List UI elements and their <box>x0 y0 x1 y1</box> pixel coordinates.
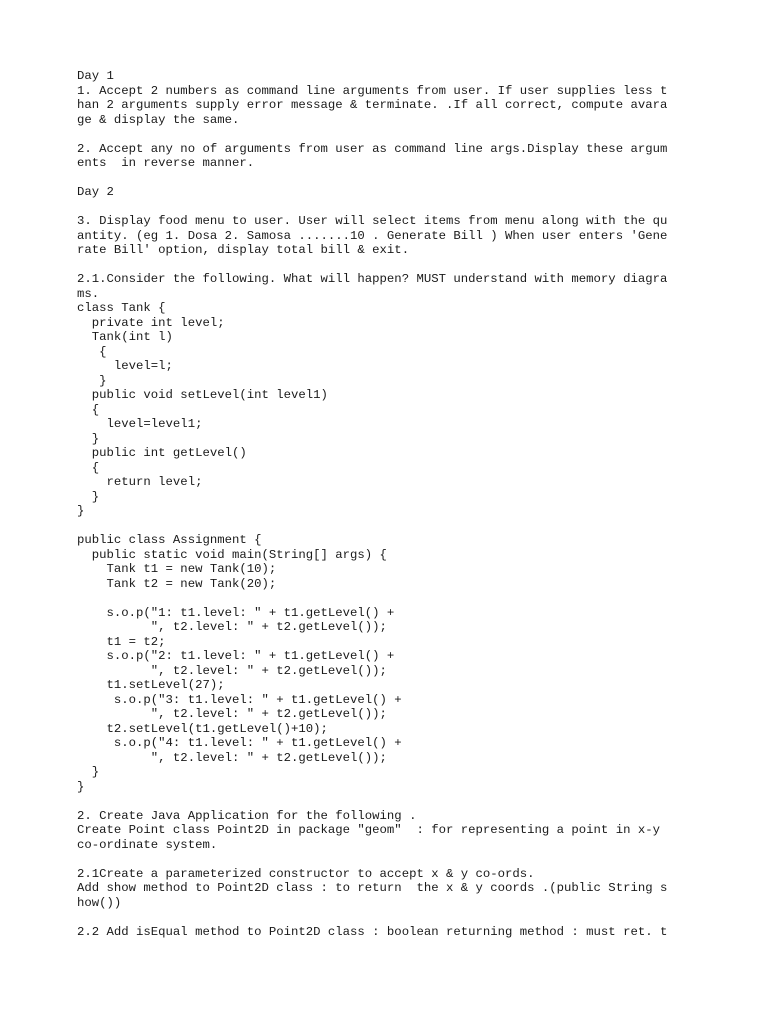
text-line: antity. (eg 1. Dosa 2. Samosa .......10 . Generate Bill ) When user enters 'Gene <box>77 228 668 243</box>
blank-line <box>77 910 717 925</box>
code-line: ", t2.level: " + t2.getLevel()); <box>77 707 387 721</box>
code-line: s.o.p("2: t1.level: " + t1.getLevel() + <box>77 649 395 663</box>
code-line: } <box>77 373 107 388</box>
text-line: 2. Create Java Application for the following . <box>77 808 417 823</box>
text-line: Create Point class Point2D in package "geom" : for representing a point in x-y <box>77 823 660 837</box>
text-line: 1. Accept 2 numbers as command line arguments from user. If user supplies less t <box>77 83 668 98</box>
text-line: 3. Display food menu to user. User will select items from menu along with the qu <box>77 214 668 228</box>
blank-line <box>77 591 717 606</box>
blank-line <box>77 519 717 534</box>
code-line: public static void main(String[] args) { <box>77 547 387 562</box>
blank-line <box>77 794 717 809</box>
text-line: ms. <box>77 286 100 301</box>
code-line: { <box>77 344 107 359</box>
code-line: ", t2.level: " + t2.getLevel()); <box>77 750 387 765</box>
blank-line <box>77 171 717 186</box>
text-line: Add show method to Point2D class : to return the x & y coords .(public String s <box>77 881 668 895</box>
blank-line <box>77 852 717 867</box>
code-line: { <box>77 402 100 417</box>
blank-line <box>77 258 717 273</box>
code-line: s.o.p("4: t1.level: " + t1.getLevel() + <box>77 736 402 750</box>
code-line: level=l; <box>77 359 173 373</box>
text-line: ents in reverse manner. <box>77 156 255 170</box>
text-line: how()) <box>77 895 122 910</box>
code-line: } <box>77 431 100 446</box>
text-line: rate Bill' option, display total bill & exit. <box>77 243 410 257</box>
code-line: class Tank { <box>77 301 166 315</box>
code-line: Tank t1 = new Tank(10); <box>77 562 277 576</box>
blank-line <box>77 127 717 142</box>
code-line: Tank t2 = new Tank(20); <box>77 576 277 591</box>
text-line: han 2 arguments supply error message & terminate. .If all correct, compute avara <box>77 98 668 112</box>
code-line: } <box>77 765 100 779</box>
text-line: ge & display the same. <box>77 112 240 127</box>
code-line: public int getLevel() <box>77 446 247 460</box>
text-line: co-ordinate system. <box>77 837 218 852</box>
text-line: 2.1Create a parameterized constructor to accept x & y co-ords. <box>77 866 535 881</box>
text-line: 2.2 Add isEqual method to Point2D class : boolean returning method : must ret. t <box>77 924 668 939</box>
code-line: } <box>77 489 100 504</box>
code-line: t2.setLevel(t1.getLevel()+10); <box>77 721 328 736</box>
code-line: public void setLevel(int level1) <box>77 388 328 402</box>
code-line: t1 = t2; <box>77 634 166 649</box>
code-line: public class Assignment { <box>77 533 262 547</box>
code-line: level=level1; <box>77 417 203 431</box>
code-line: { <box>77 460 100 475</box>
code-line: Tank(int l) <box>77 330 173 344</box>
code-line: ", t2.level: " + t2.getLevel()); <box>77 663 387 678</box>
text-line: Day 2 <box>77 185 114 199</box>
code-line: ", t2.level: " + t2.getLevel()); <box>77 620 387 634</box>
document-page <box>77 69 717 939</box>
code-line: return level; <box>77 475 203 489</box>
text-line: 2. Accept any no of arguments from user as command line args.Display these argum <box>77 141 668 156</box>
blank-line <box>77 200 717 215</box>
code-line: s.o.p("3: t1.level: " + t1.getLevel() + <box>77 692 402 707</box>
code-line: t1.setLevel(27); <box>77 678 225 692</box>
code-line: private int level; <box>77 315 225 330</box>
text-line: 2.1.Consider the following. What will happen? MUST understand with memory diagra <box>77 272 668 286</box>
text-line: Day 1 <box>77 69 114 83</box>
code-line: } <box>77 779 85 794</box>
code-line: } <box>77 504 85 518</box>
code-line: s.o.p("1: t1.level: " + t1.getLevel() + <box>77 605 395 620</box>
